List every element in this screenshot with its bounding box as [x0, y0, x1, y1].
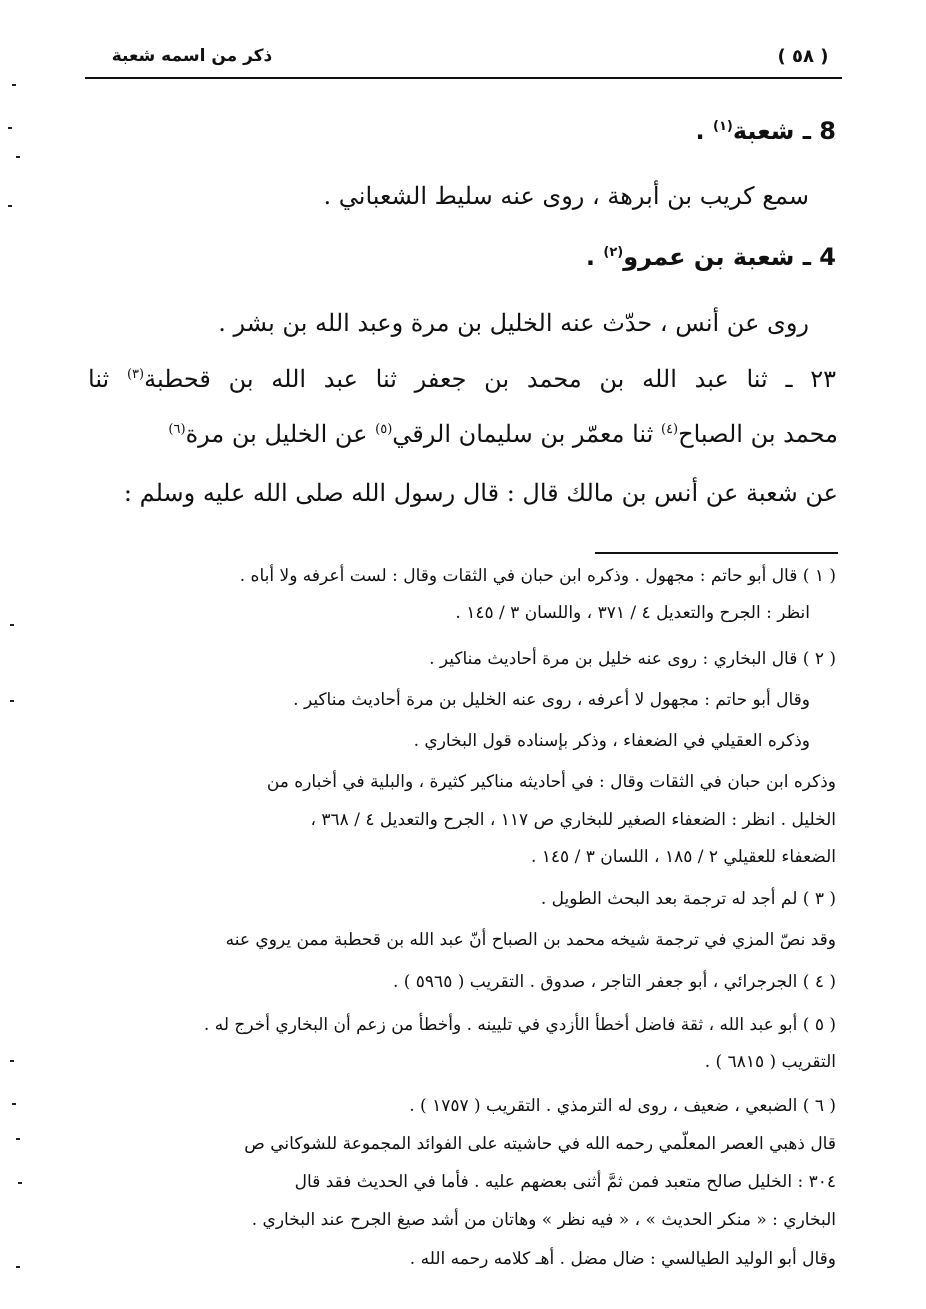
scan-speck — [8, 127, 12, 129]
footnote-line: وقال أبو الوليد الطيالسي : ضال مضل . أهـ كلامه رحمه الله . — [409, 1249, 836, 1269]
entry-name: شعبة — [732, 117, 795, 145]
scan-speck — [16, 156, 20, 158]
footnote-line: ( ٤ ) الجرجرائي ، أبو جعفر التاجر ، صدوق . التقريب ( ٥٩٦٥ ) . — [392, 972, 836, 992]
footnote-ref: (٤) — [660, 422, 679, 437]
footnote-ref: (٥) — [375, 422, 393, 437]
footnote-line: وذكره ابن حبان في الثقات وقال : في أحاديثه مناكير كثيرة ، والبلية في أخباره من — [266, 772, 836, 792]
footnote-line: الضعفاء للعقيلي ٢ / ١٨٥ ، اللسان ٣ / ١٤٥ . — [530, 847, 836, 867]
scan-speck — [10, 700, 14, 702]
scan-speck — [8, 205, 12, 207]
entry-number: 4 — [819, 243, 836, 271]
footnote-ref: (٢) — [603, 245, 624, 260]
entry-text-2: روى عن أنس ، حدّث عنه الخليل بن مرة وعبد الله بن بشر . — [218, 309, 809, 337]
entry-number: 8 — [819, 117, 836, 145]
footnote-line: ( ٢ ) قال البخاري : روى عنه خليل بن مرة أحاديث مناكير . — [429, 649, 836, 669]
footnote-ref: (٦) — [168, 422, 186, 437]
entry-heading-1: 8 ـ شعبة$^{(١)}$ . — [695, 117, 836, 145]
footnote-line: ( ١ ) قال أبو حاتم : مجهول . وذكره ابن حبان في الثقات وقال : لست أعرفه ولا أباه . — [239, 566, 836, 586]
footnote-line: ( ٦ ) الضبعي ، ضعيف ، روى له الترمذي . التقريب ( ١٧٥٧ ) . — [409, 1096, 836, 1116]
footnote-line: الخليل . انظر : الضعفاء الصغير للبخاري ص ١١٧ ، الجرح والتعديل ٤ / ٣٦٨ ، — [310, 810, 836, 830]
header-rule — [85, 77, 842, 79]
entry-text-1: سمع كريب بن أبرهة ، روى عنه سليط الشعباني . — [323, 182, 809, 210]
hadith-line-2: محمد بن الصباح$^{(٤)}$ ثنا معمّر بن سليمان الرقي$^{(٥)}$ عن الخليل بن مرة$^{(٦)}$ — [168, 420, 838, 448]
footnote-line: ( ٥ ) أبو عبد الله ، ثقة فاضل أخطأ الأزدي في تليينه . وأخطأ من زعم أن البخاري أخرج له . — [203, 1015, 836, 1035]
scan-speck — [10, 624, 14, 626]
scan-speck — [12, 84, 16, 86]
footnote-line: انظر : الجرح والتعديل ٤ / ٣٧١ ، واللسان ٣ / ١٤٥ . — [455, 603, 810, 623]
scan-speck — [16, 1138, 20, 1140]
entry-name: شعبة بن عمرو — [623, 243, 795, 271]
hadith-line-3: عن شعبة عن أنس بن مالك قال : قال رسول الله صلى الله عليه وسلم : — [123, 479, 838, 507]
footnote-ref: (١) — [713, 119, 733, 134]
hadith-line-1: ٢٣ ـ ثنا عبد الله بن محمد بن جعفر ثنا عبد الله بن قحطبة$^{(٣)}$ ثنا — [88, 365, 836, 393]
footnote-line: قال ذهبي العصر المعلّمي رحمه الله في حاشيته على الفوائد المجموعة للشوكاني ص — [244, 1134, 836, 1154]
footnote-ref: (٣) — [126, 367, 145, 382]
scan-speck — [12, 1103, 16, 1105]
footnote-line: التقريب ( ٦٨١٥ ) . — [704, 1052, 836, 1072]
footnote-line: وقد نصّ المزي في ترجمة شيخه محمد بن الصباح أنّ عبد الله بن قحطبة ممن يروي عنه — [225, 930, 836, 950]
scan-speck — [10, 1060, 14, 1062]
footnote-line: وقال أبو حاتم : مجهول لا أعرفه ، روى عنه الخليل بن مرة أحاديث مناكير . — [293, 690, 810, 710]
scan-speck — [16, 1266, 20, 1268]
scan-speck — [18, 1182, 22, 1184]
footnote-rule — [595, 552, 838, 554]
footnote-line: البخاري : « منكر الحديث » ، « فيه نظر » وهاتان من أشد صيغ الجرح عند البخاري . — [251, 1210, 836, 1230]
footnote-line: وذكره العقيلي في الضعفاء ، وذكر بإسناده قول البخاري . — [413, 731, 810, 751]
page-number: ( ٥٨ ) — [777, 46, 829, 67]
running-title: ذكر من اسمه شعبة — [111, 46, 273, 66]
footnote-line: ( ٣ ) لم أجد له ترجمة بعد البحث الطويل . — [540, 889, 836, 909]
footnote-line: ٣٠٤ : الخليل صالح متعبد فمن ثمَّ أثنى بعضهم عليه . فأما في الحديث فقد قال — [294, 1172, 836, 1192]
entry-heading-2: 4 ـ شعبة بن عمرو$^{(٢)}$ . — [585, 243, 836, 271]
